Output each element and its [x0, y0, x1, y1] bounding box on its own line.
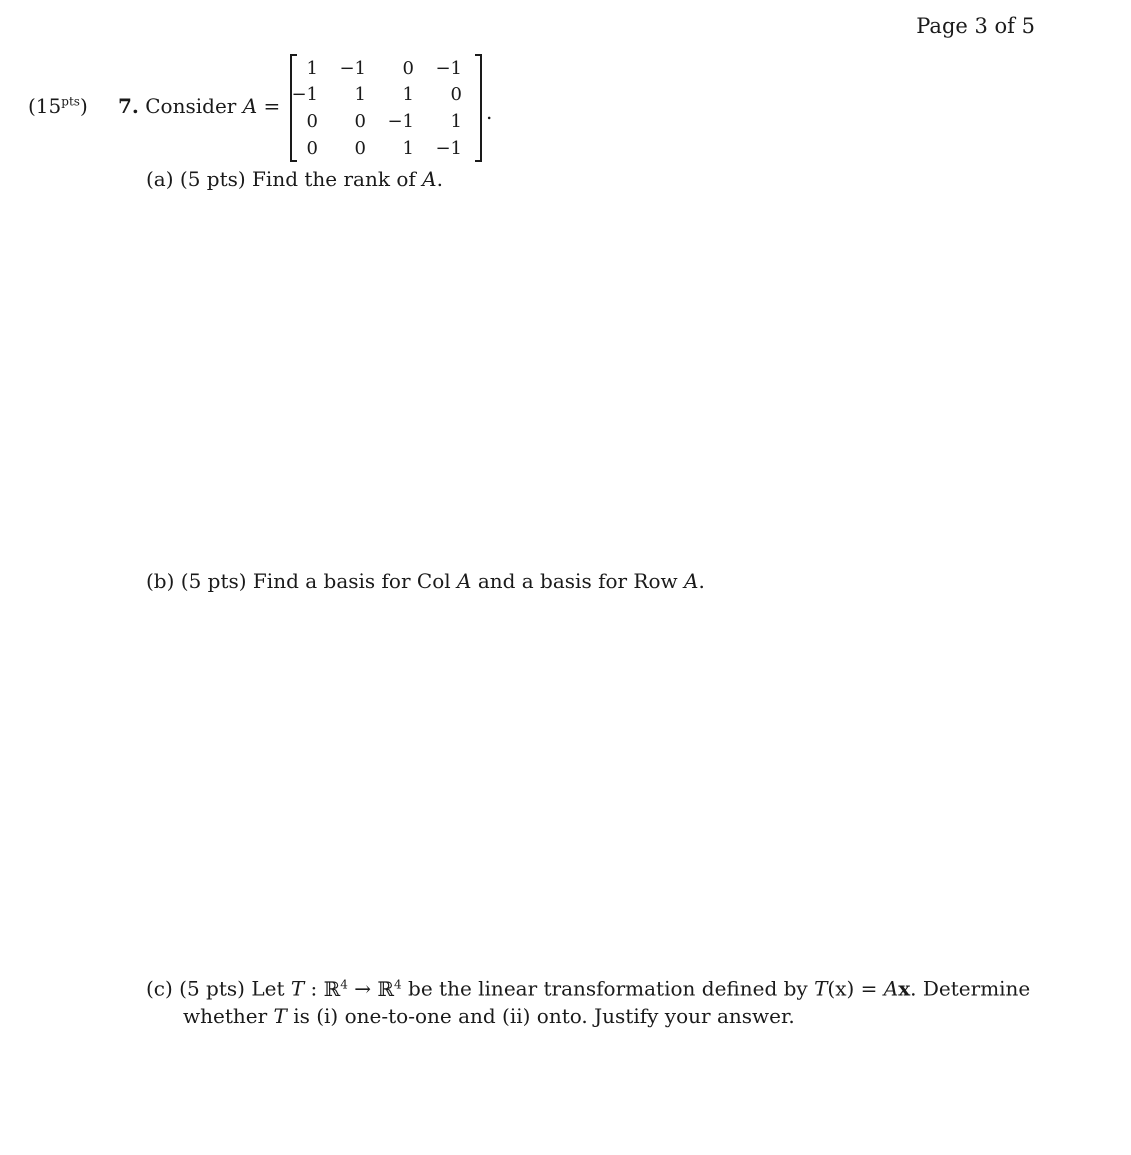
matrix-cell-r1c3: 0 [402, 58, 414, 79]
part-b-text1: Find a basis for Col [252, 569, 451, 593]
part-c-line-2 [146, 1003, 1056, 1030]
points-close: ) [79, 94, 88, 118]
problem-statement [118, 94, 280, 118]
matrix-right-bracket [475, 54, 482, 162]
part-c-Ax-A: A [883, 976, 899, 1001]
part-c-domain: ℝ$^4$ [323, 976, 348, 1001]
matrix-cell-r4c2: 0 [354, 138, 366, 159]
part-b-var2: A [684, 569, 699, 593]
matrix-cell-r1c4: −1 [435, 58, 462, 79]
part-c-codomain: ℝ$^4$ [377, 976, 402, 1001]
part-a-label: (a) (5 pts) [146, 167, 246, 191]
part-c-line-1 [146, 971, 1056, 1003]
matrix-cell-r2c3: 1 [402, 84, 414, 105]
part-c-let: Let [251, 976, 285, 1001]
part-c-text: be the linear transformation defined by [408, 976, 808, 1001]
page-number: Page 3 of 5 [916, 14, 1035, 38]
part-c-arrow: → [354, 976, 372, 1001]
part-c [146, 971, 1056, 1030]
part-b-end: . [698, 569, 705, 593]
matrix-a [290, 54, 482, 162]
part-b [146, 568, 705, 595]
part-c-question: is (i) one-to-one and (ii) onto. Justify your answer. [293, 1003, 795, 1028]
matrix-cell-r2c1: −1 [291, 84, 318, 105]
matrix-cell-r3c4: 1 [450, 111, 462, 132]
matrix-cell-r3c1: 0 [306, 111, 318, 132]
matrix-cell-r4c3: 1 [402, 138, 414, 159]
matrix-cell-r2c2: 1 [354, 84, 366, 105]
points-superscript: pts [61, 94, 80, 109]
part-a-text: Find the rank of [252, 167, 416, 191]
part-a [146, 166, 443, 193]
matrix-cell-r3c2: 0 [354, 111, 366, 132]
points-open: (15 [28, 94, 62, 118]
part-c-Ax-x: x [898, 976, 911, 1001]
matrix-cell-r4c1: 0 [306, 138, 318, 159]
part-a-var: A [422, 167, 437, 191]
part-b-var1: A [457, 569, 472, 593]
matrix-cell-r1c2: −1 [339, 58, 366, 79]
problem-intro: Consider [145, 94, 237, 118]
points-marker [28, 94, 88, 118]
matrix-cell-r4c4: −1 [435, 138, 462, 159]
matrix-period: . [486, 100, 493, 124]
part-c-determine: . Determine [910, 976, 1031, 1001]
problem-number: 7. [118, 94, 139, 118]
matrix-variable: A [242, 94, 258, 118]
part-a-end: . [436, 167, 443, 191]
part-b-label: (b) (5 pts) [146, 569, 247, 593]
part-b-text2: and a basis for Row [477, 569, 678, 593]
equals-sign: = [263, 94, 281, 118]
matrix-cell-r1c1: 1 [306, 58, 318, 79]
part-c-label: (c) (5 pts) [146, 976, 245, 1001]
part-c-colon: : [310, 976, 318, 1001]
part-c-T: T [290, 976, 305, 1001]
part-c-Tx-T: T [814, 976, 828, 1001]
part-c-Tx-arg: (x) = [827, 976, 878, 1001]
matrix-cell-r3c3: −1 [387, 111, 414, 132]
matrix-cell-r2c4: 0 [450, 84, 462, 105]
part-c-line2-T: T [273, 1003, 287, 1028]
part-c-whether: whether [183, 1003, 268, 1028]
